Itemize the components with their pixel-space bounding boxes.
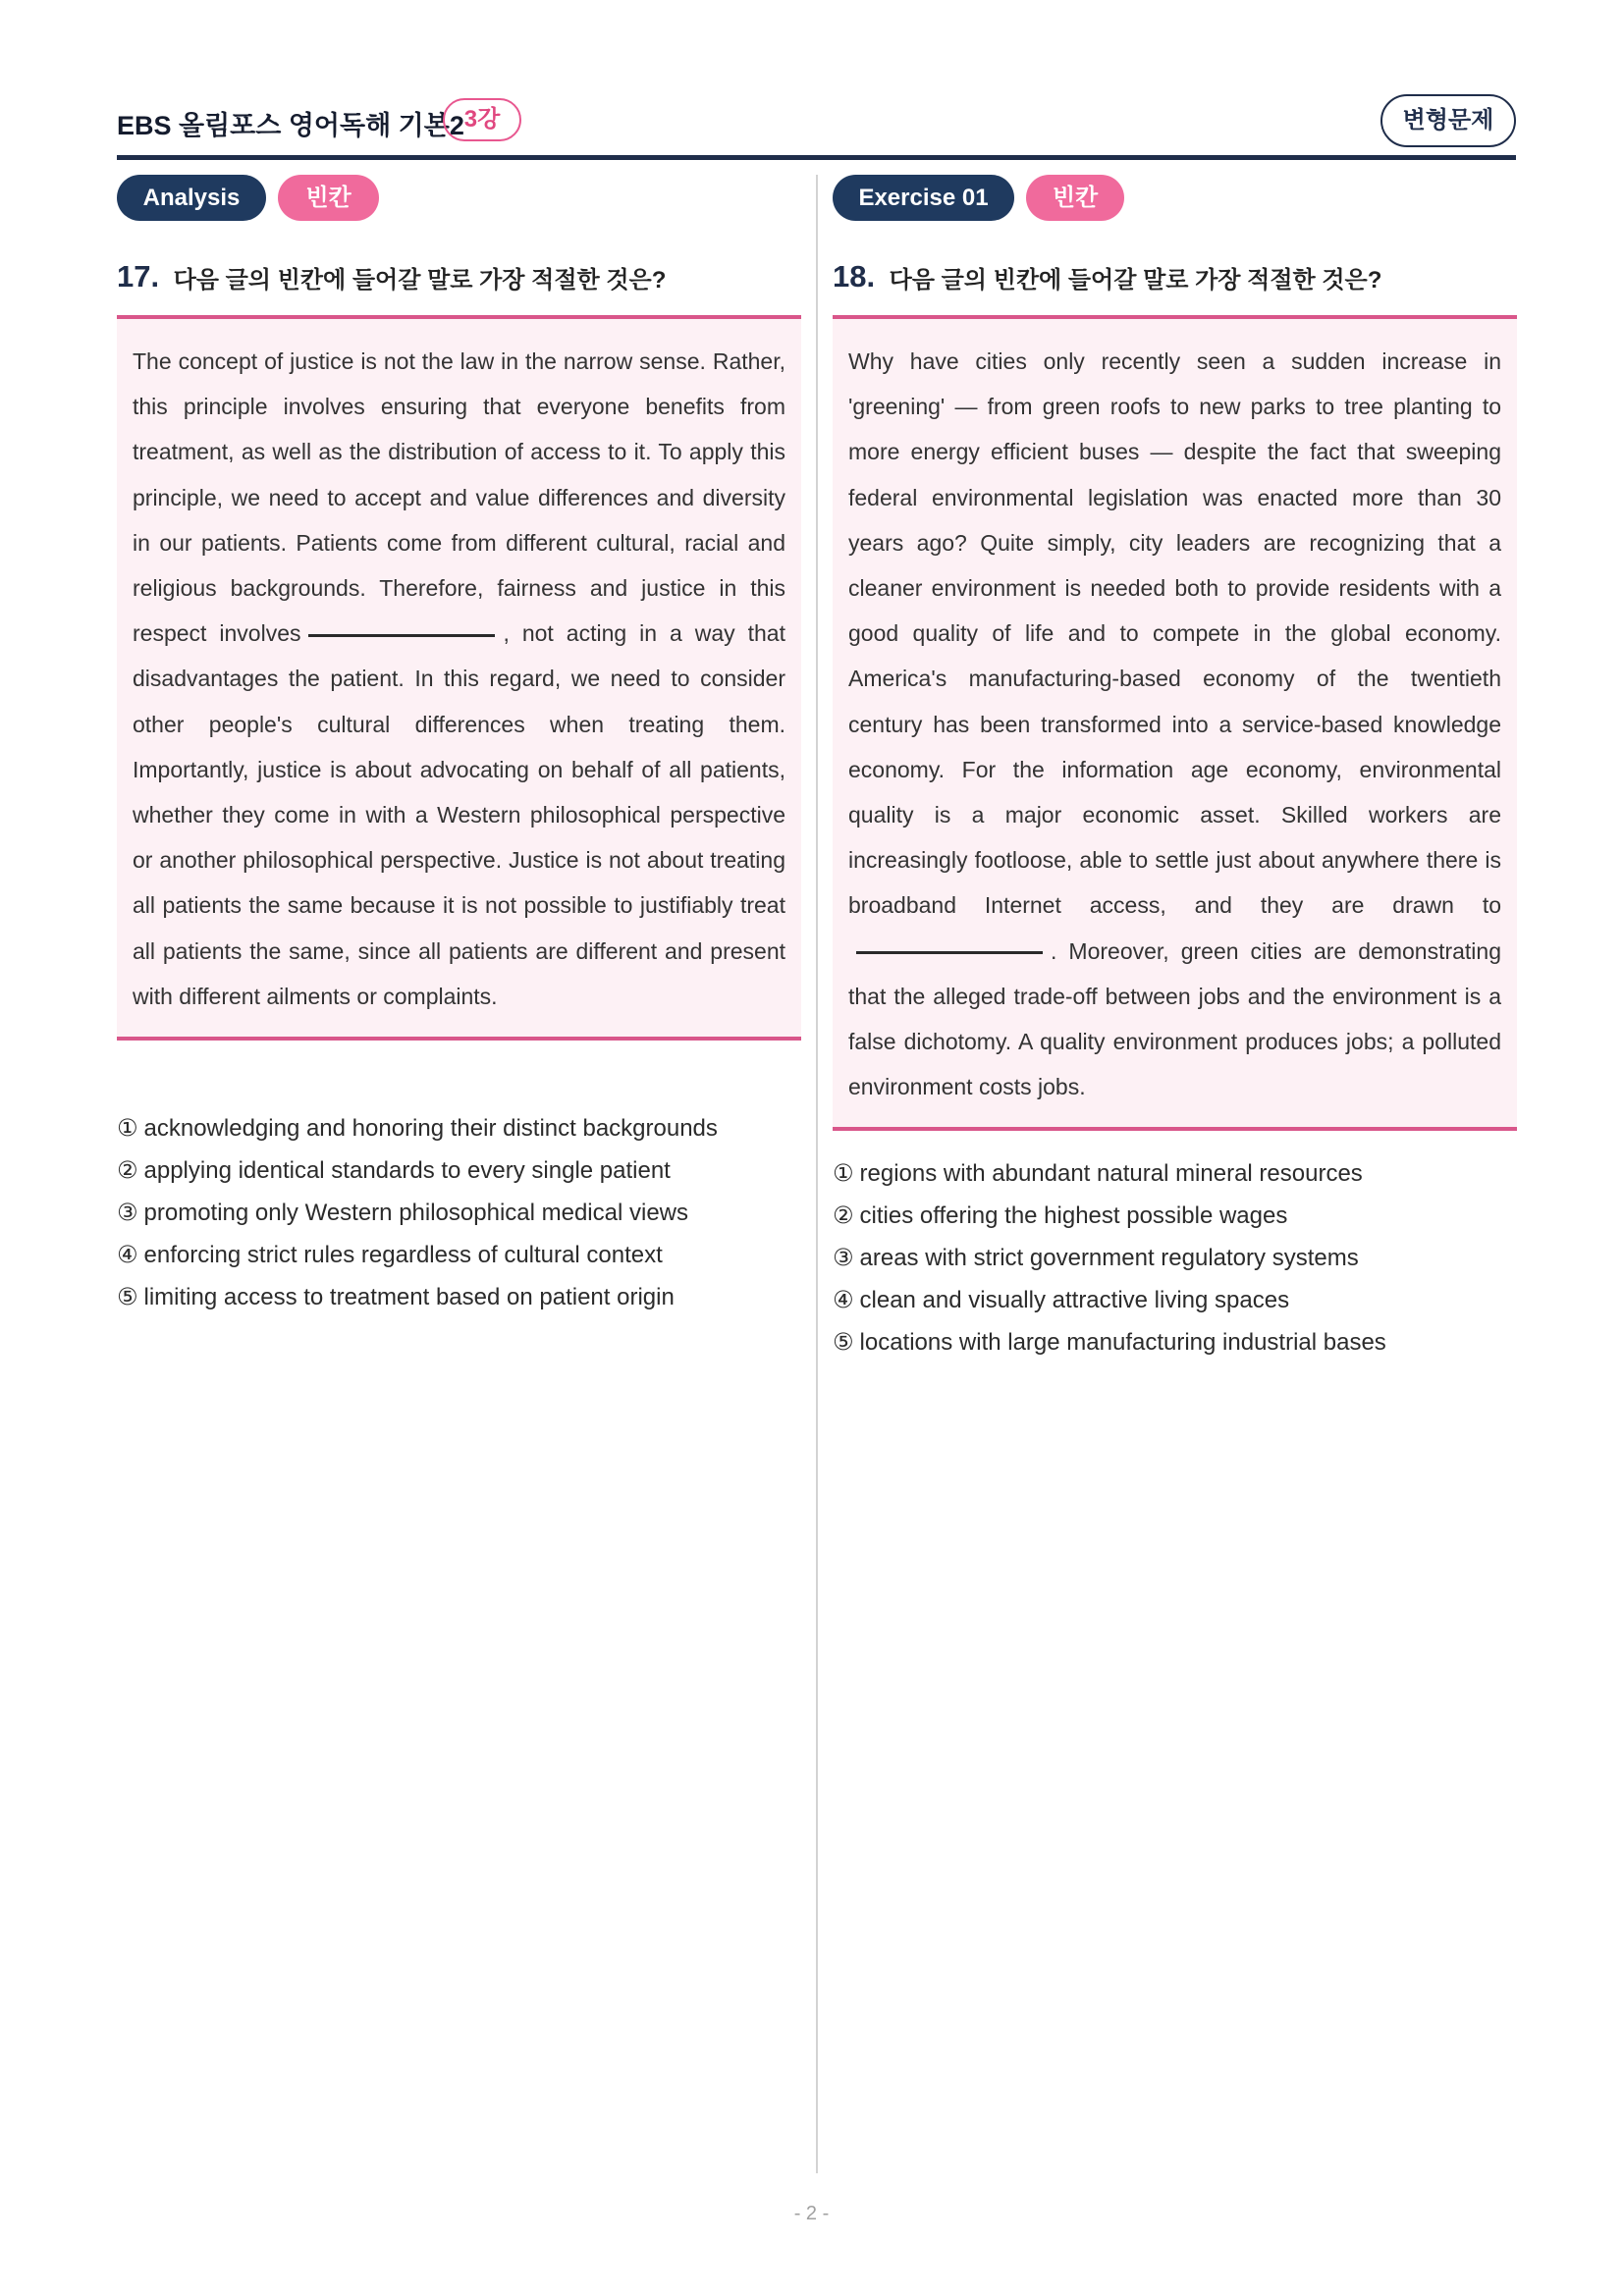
option-2[interactable] — [833, 1195, 1517, 1237]
answer-options — [117, 1107, 801, 1318]
option-number: ③ — [117, 1200, 138, 1226]
option-text: regions with abundant natural mineral resources — [859, 1160, 1363, 1187]
option-5[interactable] — [117, 1276, 801, 1318]
passage-after-blank: , not acting in a way that disadvantages the patient. In this regard, we need to consider other people's cultural differences when treating them. Importantly, justice is about advocating on behalf of all patients, whether they come in with a Western philosophical perspective or another philosophical perspective. Justice is not about treating all patients the same because it is not possible to justifiably treat all patients the same, since all patients are different and present with different ailments or complaints. — [133, 620, 785, 1009]
option-1[interactable] — [833, 1152, 1517, 1195]
passage-before-blank: Why have cities only recently seen a sudden increase in 'greening' — from green roofs to new parks to tree planting to more energy efficient buses — despite the fact that sweeping federal environmental legislation was enacted more than 30 years ago? Quite simply, city leaders are recognizing that a cleaner environment is needed both to provide residents with a good quality of life and to compete in the global economy. America's manufacturing-based economy of the twentieth century has been transformed into a service-based knowledge economy. For the information age economy, environmental quality is a major economic asset. Skilled workers are increasingly footloose, able to settle just about anywhere there is broadband Internet access, and they are drawn to — [848, 348, 1501, 919]
option-number: ⑤ — [833, 1329, 854, 1356]
option-text: applying identical standards to every single patient — [143, 1157, 671, 1184]
option-text: clean and visually attractive living spaces — [859, 1287, 1290, 1313]
question-number: 17. — [117, 259, 160, 294]
question-18-column — [833, 175, 1517, 1356]
question-number: 18. — [833, 259, 876, 294]
option-text: promoting only Western philosophical medical views — [143, 1200, 688, 1226]
passage-box — [833, 315, 1517, 1131]
page-number: - 2 - — [793, 2203, 830, 2224]
option-4[interactable] — [117, 1234, 801, 1276]
passage-text — [848, 339, 1501, 1109]
option-5[interactable] — [833, 1321, 1517, 1363]
option-number: ③ — [833, 1245, 854, 1271]
answer-options — [833, 1152, 1517, 1363]
lesson-badge: 3강 — [443, 98, 521, 141]
blank-type-tag: 빈칸 — [1026, 175, 1124, 221]
answer-blank — [856, 951, 1043, 954]
option-2[interactable] — [117, 1149, 801, 1192]
option-number: ② — [833, 1202, 854, 1229]
option-3[interactable] — [833, 1237, 1517, 1279]
option-number: ④ — [833, 1287, 854, 1313]
section-tags — [833, 175, 1517, 222]
option-4[interactable] — [833, 1279, 1517, 1321]
option-number: ① — [833, 1160, 854, 1187]
option-text: locations with large manufacturing industrial bases — [859, 1329, 1386, 1356]
option-text: limiting access to treatment based on patient origin — [143, 1284, 675, 1310]
option-text: areas with strict government regulatory systems — [859, 1245, 1359, 1271]
problem-type-badge: 변형문제 — [1380, 94, 1516, 147]
passage-after-blank: . Moreover, green cities are demonstrating that the alleged trade-off between jobs and the environment is a false dichotomy. A quality environment produces jobs; a polluted environment costs jobs. — [848, 937, 1501, 1100]
option-number: ④ — [117, 1242, 138, 1268]
question-prompt: 다음 글의 빈칸에 들어갈 말로 가장 적절한 것은? — [889, 266, 1382, 294]
option-1[interactable] — [117, 1107, 801, 1149]
book-title: EBS 올림포스 영어독해 기본2 — [117, 111, 464, 140]
passage-before-blank: The concept of justice is not the law in the narrow sense. Rather, this principle involves ensuring that everyone benefits from treatment, as well as the distribution of access to it. To apply this principle, we need to accept and value differences and diversity in our patients. Patients come from different cultural, racial and religious backgrounds. Therefore, fairness and justice in this respect involves — [133, 348, 785, 647]
exercise-tag: Exercise 01 — [833, 175, 1014, 221]
option-3[interactable] — [117, 1192, 801, 1234]
blank-type-tag: 빈칸 — [278, 175, 379, 221]
passage-text — [133, 339, 785, 1019]
passage-box — [117, 315, 801, 1041]
section-tags — [117, 175, 801, 222]
answer-blank — [308, 634, 495, 637]
column-divider — [816, 175, 818, 2173]
question-17-column — [117, 175, 801, 1310]
question-heading — [833, 259, 1517, 294]
option-text: enforcing strict rules regardless of cultural context — [143, 1242, 663, 1268]
option-text: acknowledging and honoring their distinct backgrounds — [143, 1115, 718, 1142]
option-text: cities offering the highest possible wages — [859, 1202, 1288, 1229]
option-number: ② — [117, 1157, 138, 1184]
question-heading — [117, 259, 801, 294]
option-number: ① — [117, 1115, 138, 1142]
page-header — [117, 94, 1516, 160]
question-prompt: 다음 글의 빈칸에 들어갈 말로 가장 적절한 것은? — [173, 266, 667, 294]
analysis-tag: Analysis — [117, 175, 266, 221]
option-number: ⑤ — [117, 1284, 138, 1310]
